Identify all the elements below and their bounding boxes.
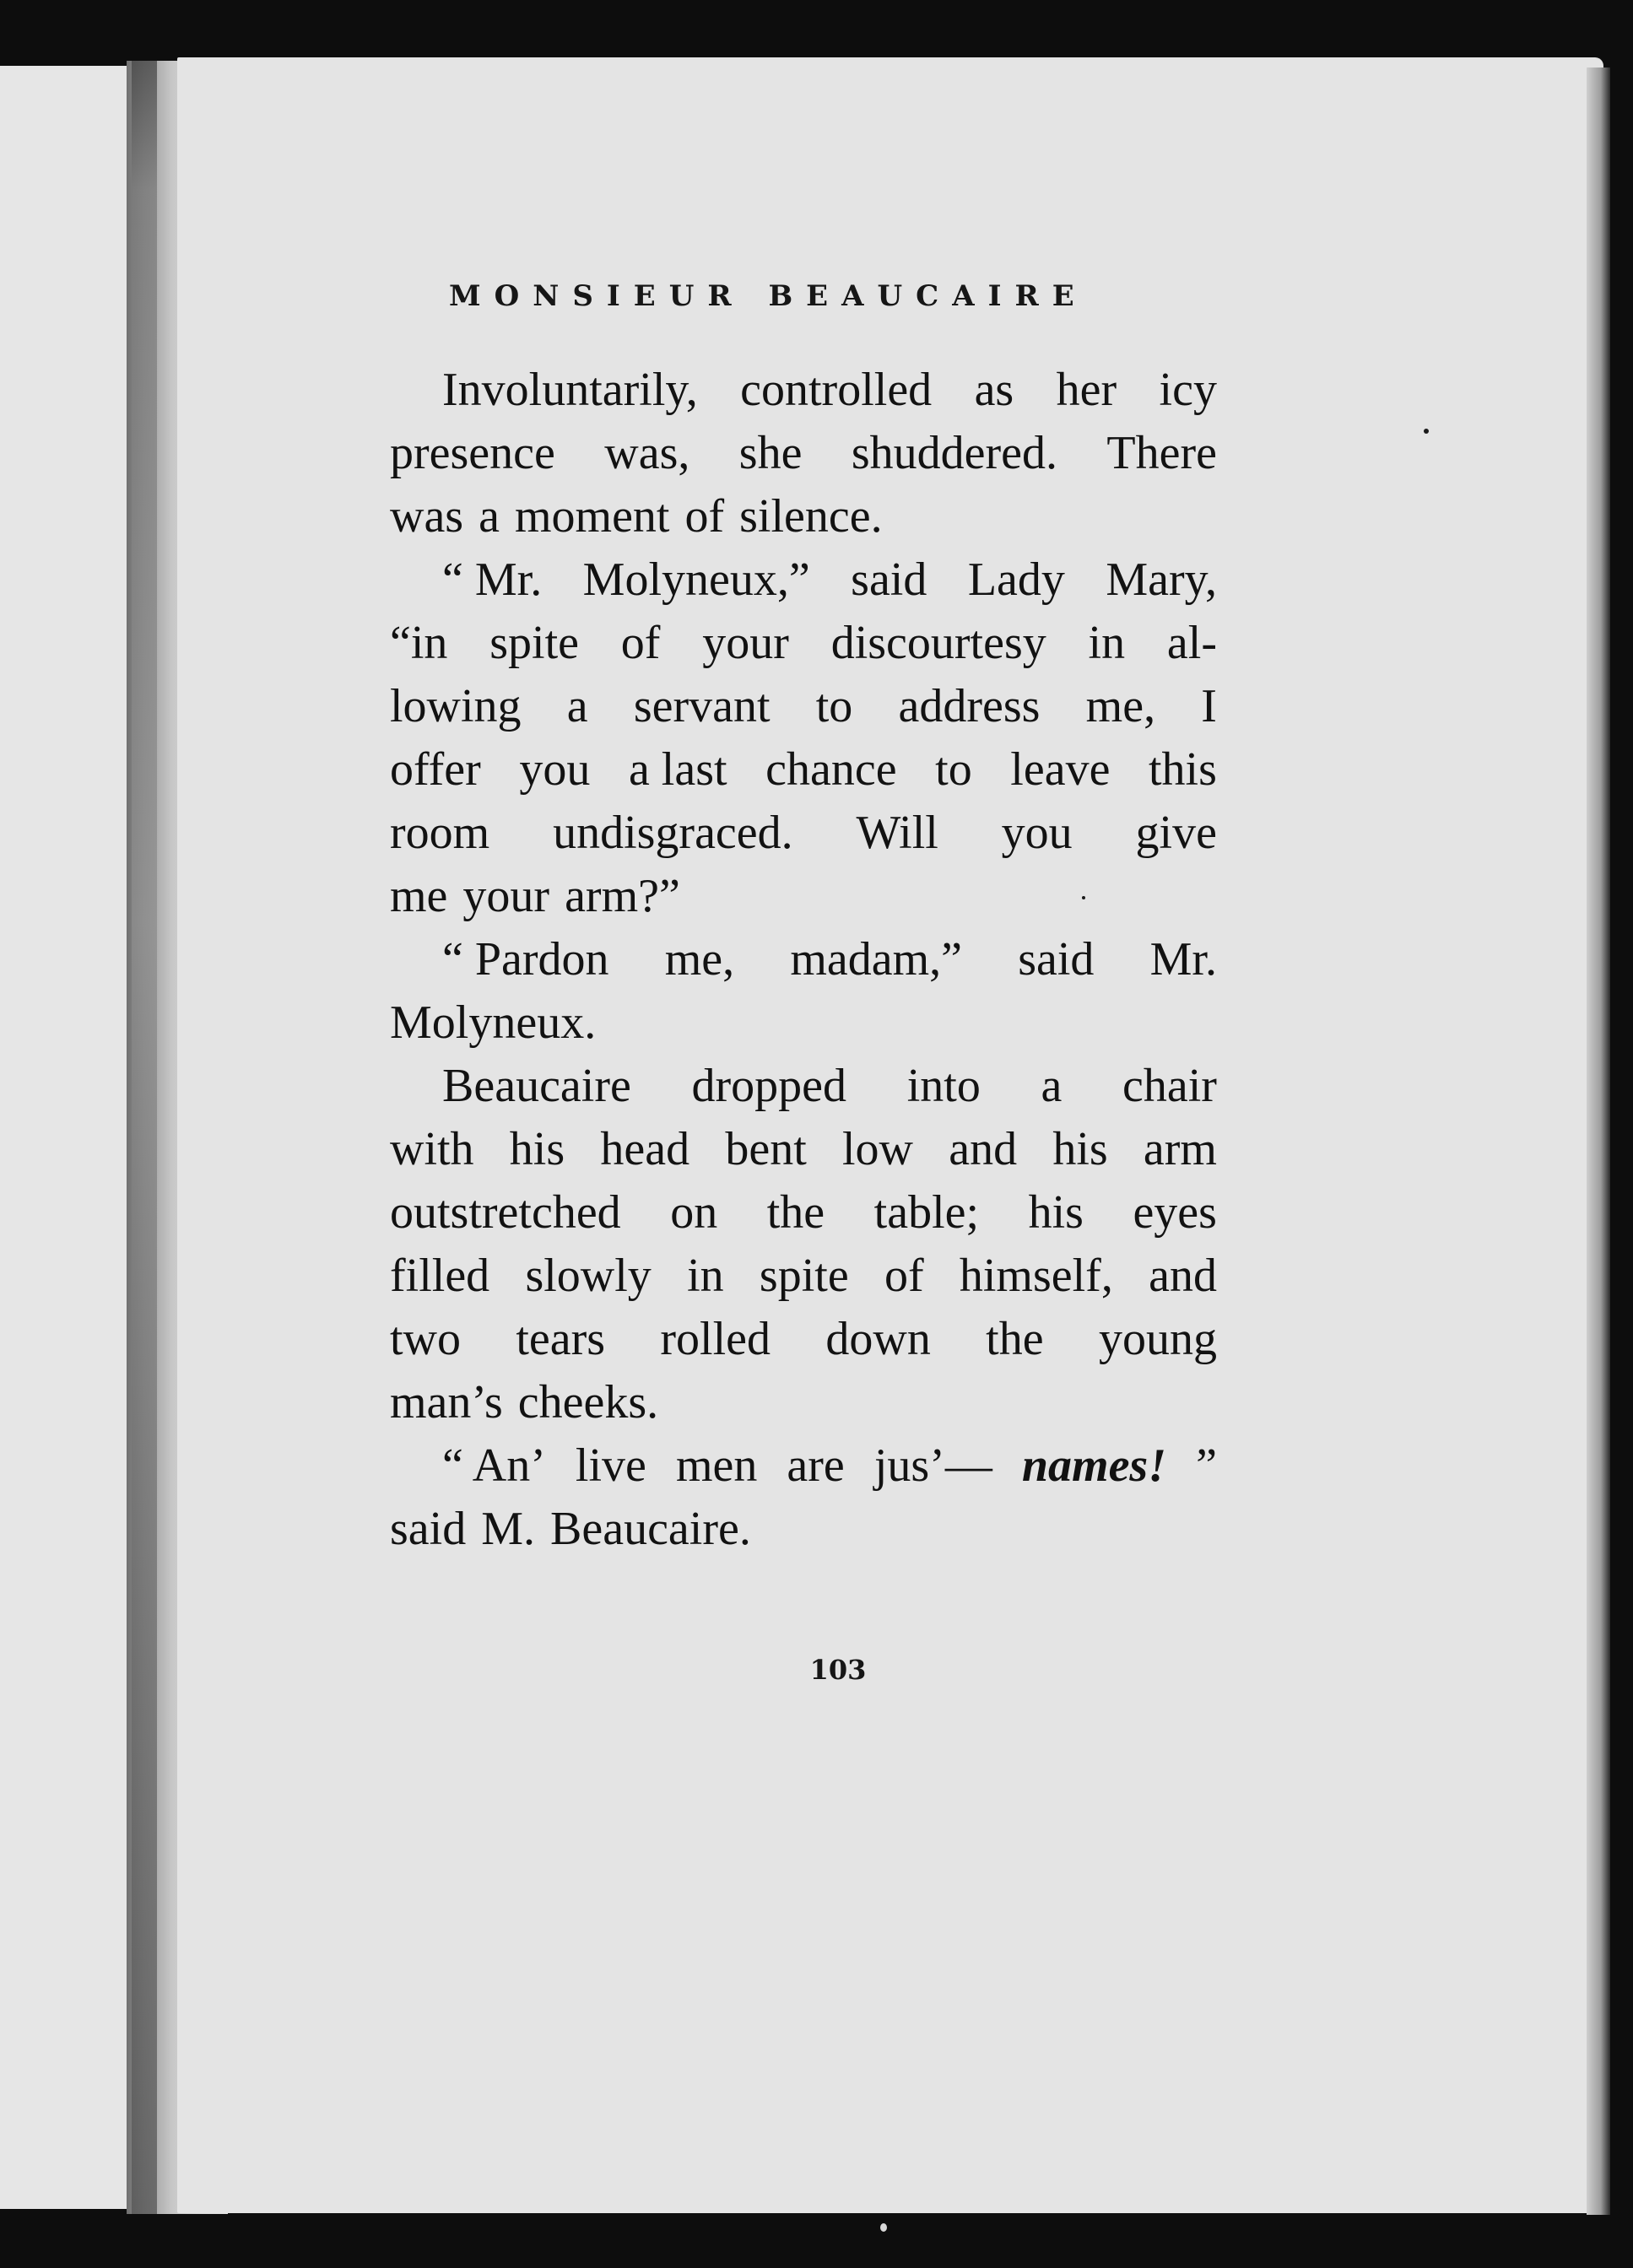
word: spite xyxy=(759,1250,849,1302)
word: man’s xyxy=(390,1376,503,1428)
word: offer xyxy=(390,743,481,796)
text-line xyxy=(390,485,1217,548)
facing-page-edge xyxy=(0,66,148,2209)
text-line xyxy=(390,1308,1217,1371)
word: madam,” xyxy=(790,933,962,986)
word: his xyxy=(1052,1123,1108,1175)
text-line xyxy=(390,1371,1217,1434)
text-line xyxy=(390,1245,1217,1308)
word: this xyxy=(1149,743,1217,796)
word: his xyxy=(1028,1186,1084,1239)
text-line xyxy=(390,675,1217,738)
word: me xyxy=(390,870,448,922)
dust-speck xyxy=(880,2223,887,2232)
word: eyes xyxy=(1133,1186,1217,1239)
word: names! xyxy=(1021,1439,1167,1492)
word: Beaucaire. xyxy=(550,1503,751,1555)
word: Molyneux. xyxy=(390,996,597,1049)
word: silence. xyxy=(739,490,883,543)
text-line xyxy=(390,1498,1217,1561)
dust-speck xyxy=(1424,429,1429,434)
word: “ Mr. xyxy=(442,554,543,606)
word: give xyxy=(1135,807,1217,859)
text-line xyxy=(390,738,1217,802)
text-line xyxy=(390,548,1217,612)
word: a xyxy=(479,490,500,543)
word: lowing xyxy=(390,680,522,732)
word: moment xyxy=(514,490,670,543)
word: to xyxy=(815,680,853,732)
word: leave xyxy=(1010,743,1111,796)
word: presence xyxy=(390,427,555,479)
text-line xyxy=(390,928,1217,991)
word: filled xyxy=(390,1250,490,1302)
word: discourtesy xyxy=(830,617,1046,669)
word: Mary, xyxy=(1106,554,1217,606)
word: are xyxy=(787,1439,845,1492)
word: dropped xyxy=(691,1060,847,1112)
word: his xyxy=(509,1123,565,1175)
word: her xyxy=(1056,364,1117,416)
word: in xyxy=(1088,617,1126,669)
word: and xyxy=(1149,1250,1217,1302)
word: two xyxy=(390,1313,461,1365)
word: ” xyxy=(1196,1439,1217,1492)
text-line xyxy=(390,1181,1217,1245)
word: me, xyxy=(1085,680,1156,732)
text-line xyxy=(390,1434,1217,1498)
word: of xyxy=(620,617,661,669)
word: to xyxy=(935,743,972,796)
word: M. xyxy=(481,1503,536,1555)
word: table; xyxy=(873,1186,980,1239)
word: rolled xyxy=(660,1313,771,1365)
word: said xyxy=(1018,933,1095,986)
text-line xyxy=(390,1118,1217,1181)
word: she xyxy=(738,427,803,479)
word: room xyxy=(390,807,490,859)
word: live xyxy=(575,1439,646,1492)
word: arm xyxy=(1143,1123,1217,1175)
body-text xyxy=(390,359,1217,1561)
word: controlled xyxy=(740,364,933,416)
text-line xyxy=(390,802,1217,865)
word: cheeks. xyxy=(517,1376,659,1428)
word: of xyxy=(884,1250,924,1302)
word: Mr. xyxy=(1149,933,1217,986)
word: the xyxy=(986,1313,1044,1365)
gutter-fold xyxy=(132,61,157,2214)
word: icy xyxy=(1159,364,1217,416)
word: in xyxy=(687,1250,724,1302)
word: on xyxy=(670,1186,718,1239)
word: Will xyxy=(856,807,938,859)
word: bent xyxy=(725,1123,807,1175)
word: head xyxy=(600,1123,690,1175)
text-line xyxy=(390,612,1217,675)
word: your xyxy=(702,617,789,669)
word: a last xyxy=(628,743,727,796)
word: undisgraced. xyxy=(553,807,793,859)
word: There xyxy=(1106,427,1217,479)
word: address xyxy=(898,680,1041,732)
word: servant xyxy=(633,680,771,732)
word: tears xyxy=(516,1313,606,1365)
word: chance xyxy=(765,743,897,796)
word: jus’— xyxy=(873,1439,992,1492)
word: a xyxy=(1041,1060,1063,1112)
text-line xyxy=(390,422,1217,485)
word: low xyxy=(842,1123,913,1175)
word: me, xyxy=(664,933,735,986)
word: with xyxy=(390,1123,474,1175)
page-edge-shadow xyxy=(1587,68,1610,2215)
word: spite xyxy=(489,617,579,669)
word: “in xyxy=(390,617,448,669)
word: you xyxy=(1001,807,1073,859)
word: Lady xyxy=(967,554,1065,606)
word: men xyxy=(675,1439,758,1492)
word: of xyxy=(684,490,725,543)
word: said xyxy=(851,554,927,606)
word: chair xyxy=(1122,1060,1217,1112)
word: arm?” xyxy=(565,870,680,922)
word: a xyxy=(566,680,588,732)
text-line xyxy=(390,1055,1217,1118)
text-line xyxy=(390,865,1217,928)
word: himself, xyxy=(959,1250,1113,1302)
dust-speck xyxy=(1082,896,1085,899)
word: as xyxy=(974,364,1014,416)
word: down xyxy=(825,1313,931,1365)
word: outstretched xyxy=(390,1186,621,1239)
word: slowly xyxy=(525,1250,652,1302)
word: your xyxy=(462,870,550,922)
word: I xyxy=(1201,680,1217,732)
word: said xyxy=(390,1503,467,1555)
word: young xyxy=(1098,1313,1217,1365)
word: “ An’ xyxy=(442,1439,546,1492)
word: “ Pardon xyxy=(442,933,609,986)
word: shuddered. xyxy=(851,427,1057,479)
word: you xyxy=(519,743,591,796)
word: Involuntarily, xyxy=(442,364,698,416)
word: was, xyxy=(604,427,690,479)
word: Beaucaire xyxy=(442,1060,631,1112)
word: was xyxy=(390,490,464,543)
text-line xyxy=(390,359,1217,422)
word: al- xyxy=(1166,617,1217,669)
page-number: 103 xyxy=(809,1654,867,1686)
text-line xyxy=(390,991,1217,1055)
word: the xyxy=(766,1186,825,1239)
word: into xyxy=(906,1060,981,1112)
word: and xyxy=(949,1123,1018,1175)
word: Molyneux,” xyxy=(582,554,810,606)
running-head: MONSIEUR BEAUCAIRE xyxy=(449,279,1088,313)
